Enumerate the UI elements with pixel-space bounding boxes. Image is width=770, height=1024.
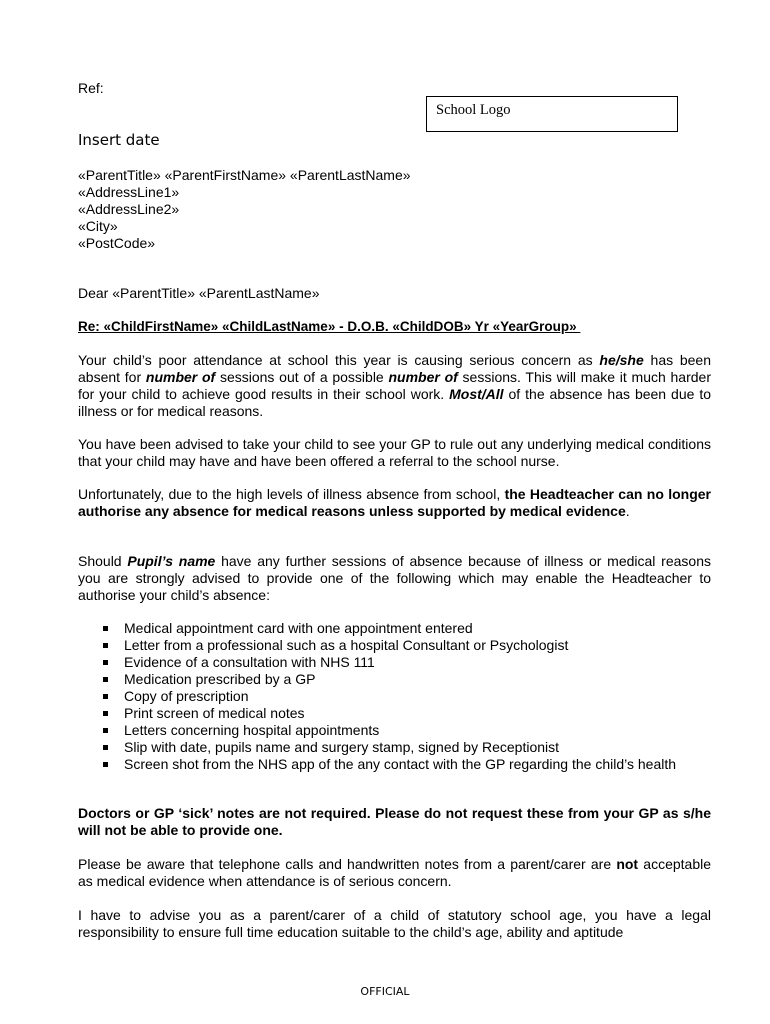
list-item: Letters concerning hospital appointments <box>78 722 711 739</box>
evidence-list <box>78 620 711 773</box>
list-item: Slip with date, pupils name and surgery stamp, signed by Receptionist <box>78 739 711 756</box>
address-block <box>78 167 411 252</box>
paragraph-gp-advice: You have been advised to take your child to see your GP to rule out any underlying medical conditions that your child may have and have been offered a referral to the school nurse. <box>78 436 711 469</box>
list-item: Copy of prescription <box>78 688 711 705</box>
placeholder-pupil-name: Pupil’s name <box>127 553 216 569</box>
school-logo-label: School Logo <box>436 102 511 118</box>
address-line: «PostCode» <box>78 235 156 251</box>
paragraph-attendance-concern: Your child’s poor attendance at school this year is causing serious concern as he/she has been absent for number of sessions out of a possible number of sessions. This will make it much harder for your child to achieve good results in their school work. Most/All of the absence has been due to illness or for medical reasons. <box>78 352 712 419</box>
address-line: «ParentTitle» «ParentFirstName» «ParentLastName» <box>78 167 411 183</box>
list-item: Evidence of a consultation with NHS 111 <box>78 654 711 671</box>
address-line: «AddressLine2» <box>78 201 180 217</box>
salutation: Dear «ParentTitle» «ParentLastName» <box>78 285 320 301</box>
bullet-icon <box>103 762 108 767</box>
bullet-icon <box>103 728 108 733</box>
list-item: Letter from a professional such as a hospital Consultant or Psychologist <box>78 637 711 654</box>
list-item: Print screen of medical notes <box>78 705 711 722</box>
paragraph-sick-notes: Doctors or GP ‘sick’ notes are not required. Please do not request these from your GP as s/he will not be able to provide one. <box>78 805 711 838</box>
list-item: Screen shot from the NHS app of the any contact with the GP regarding the child’s health <box>78 756 711 773</box>
placeholder-sessions-absent: number of <box>145 369 216 385</box>
bullet-icon <box>103 643 108 648</box>
ref-label: Ref: <box>78 80 104 96</box>
date-placeholder: Insert date <box>78 131 160 149</box>
placeholder-sessions-possible: number of <box>388 369 458 385</box>
paragraph-legal-responsibility: I have to advise you as a parent/carer of a child of statutory school age, you have a legal responsibility to ensure full time education suitable to the child’s age, ability and aptitude <box>78 907 711 940</box>
subject-line: Re: «ChildFirstName» «ChildLastName» - D.O.B. «ChildDOB» Yr «YearGroup» <box>78 319 581 334</box>
address-line: «AddressLine1» <box>78 184 180 200</box>
bullet-icon <box>103 660 108 665</box>
placeholder-most-all: Most/All <box>449 386 504 402</box>
bullet-icon <box>103 711 108 716</box>
paragraph-further-absence: Should Pupil’s name have any further sessions of absence because of illness or medical reasons you are strongly advised to provide one of the following which may enable the Headteacher to authorise your child’s absence: <box>78 553 711 603</box>
bullet-icon <box>103 745 108 750</box>
list-item: Medical appointment card with one appointment entered <box>78 620 711 637</box>
paragraph-headteacher-notice: Unfortunately, due to the high levels of illness absence from school, the Headteacher can no longer authorise any absence for medical reasons unless supported by medical evidence. <box>78 486 711 519</box>
footer-classification: OFFICIAL <box>360 985 410 998</box>
paragraph-phone-calls: Please be aware that telephone calls and handwritten notes from a parent/carer are not acceptable as medical evidence when attendance is of serious concern. <box>78 856 711 889</box>
placeholder-pronoun: he/she <box>599 352 644 368</box>
bullet-icon <box>103 677 108 682</box>
list-item: Medication prescribed by a GP <box>78 671 711 688</box>
bullet-icon <box>103 626 108 631</box>
address-line: «City» <box>78 218 118 234</box>
bullet-icon <box>103 694 108 699</box>
school-logo-placeholder <box>426 96 678 132</box>
